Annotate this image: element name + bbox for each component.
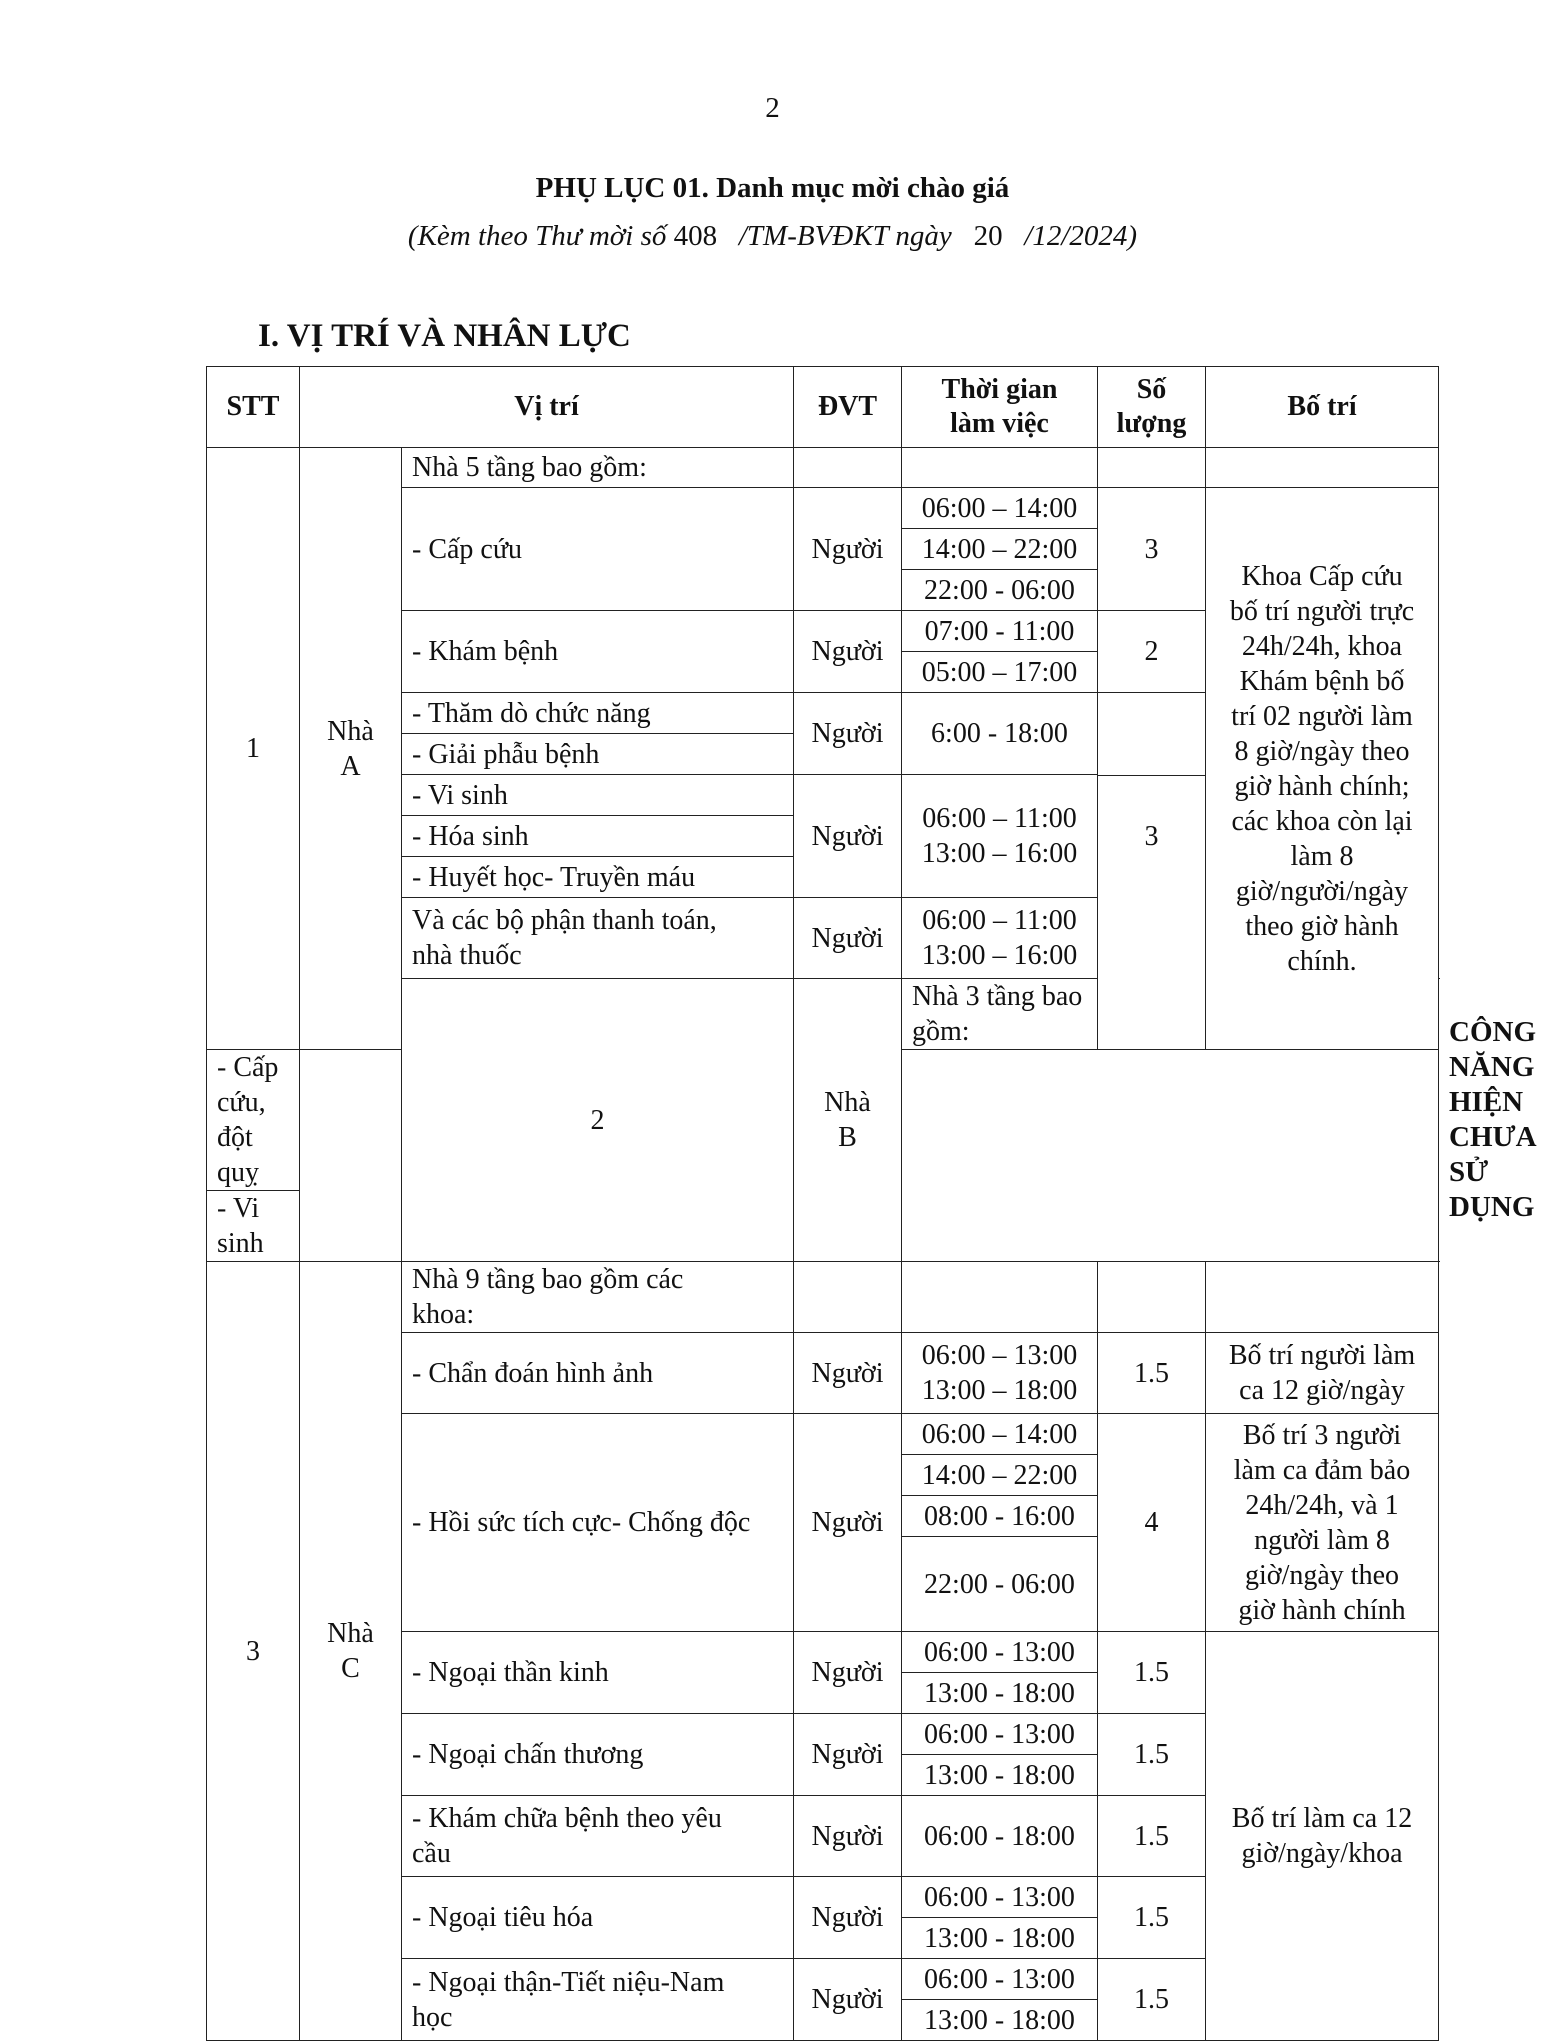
header-so-luong	[1098, 367, 1206, 448]
arrangement-line: bố trí người trực	[1229, 595, 1415, 627]
building-cell	[794, 979, 902, 1262]
time-line: 06:00 – 11:00	[922, 803, 1077, 834]
time-cell: 13:00 - 18:00	[902, 1918, 1098, 1959]
unit-cell: Người	[794, 1714, 902, 1796]
time-cell: 14:00 – 22:00	[902, 529, 1098, 570]
unit-cell: Người	[794, 1796, 902, 1877]
time-cell: 06:00 - 18:00	[902, 1796, 1098, 1877]
time-line: 13:00 – 16:00	[921, 838, 1078, 869]
building-cell	[300, 448, 402, 1050]
building-cell	[300, 1262, 402, 2041]
unit-cell: Người	[794, 1959, 902, 2041]
table-row: 2 Nhà B Nhà 3 tầng bao gồm: CÔNG NĂNG HIỆN CHƯA SỬ DỤNG	[207, 979, 1439, 1050]
unit-cell: Người	[794, 1414, 902, 1632]
time-line: 13:00 – 18:00	[921, 1375, 1078, 1406]
quantity-cell: 4	[1098, 1414, 1206, 1632]
arrangement-line: trí 02 người làm	[1231, 700, 1413, 732]
header-vi-tri: Vị trí	[300, 367, 794, 448]
empty-cell	[1098, 448, 1206, 488]
time-cell: 07:00 - 11:00	[902, 611, 1098, 652]
quantity-cell: 1.5	[1098, 1959, 1206, 2041]
arrangement-line: chính.	[1287, 945, 1357, 977]
unit-cell: Người	[794, 1333, 902, 1414]
position-name	[402, 898, 794, 979]
time-cell: 05:00 – 17:00	[902, 652, 1098, 693]
time-cell: 06:00 – 14:00	[902, 1414, 1098, 1455]
header-so-luong-line2: lượng	[1116, 408, 1187, 439]
empty-cell	[902, 1262, 1098, 1333]
position-name-line: nhà thuốc	[412, 940, 522, 971]
time-cell: 6:00 - 18:00	[902, 693, 1098, 775]
time-cell: 13:00 - 18:00	[902, 1673, 1098, 1714]
position-name: - Cấp cứu, đột quỵ	[207, 1050, 300, 1191]
quantity-value: 3	[1098, 775, 1205, 897]
time-cell: 06:00 - 13:00	[902, 1959, 1098, 2000]
position-name: - Ngoại thần kinh	[402, 1632, 794, 1714]
time-cell	[902, 1333, 1098, 1414]
time-cell	[902, 898, 1098, 979]
header-dvt: ĐVT	[794, 367, 902, 448]
position-name: - Ngoại tiêu hóa	[402, 1877, 794, 1959]
page-number: 2	[765, 92, 780, 124]
position-name: - Ngoại chấn thương	[402, 1714, 794, 1796]
time-cell: 13:00 - 18:00	[902, 1755, 1098, 1796]
position-name-line: cầu	[412, 1838, 451, 1869]
document-title: PHỤ LỤC 01. Danh mục mời chào giá	[535, 172, 1010, 204]
header-stt: STT	[207, 367, 300, 448]
time-cell	[902, 775, 1098, 898]
position-name-line: Và các bộ phận thanh toán,	[412, 905, 717, 936]
stt-cell: 2	[402, 979, 794, 1262]
arrangement-cell	[1206, 488, 1439, 1050]
arrangement-line: giờ hành chính;	[1234, 770, 1410, 802]
staffing-table	[206, 366, 1537, 2041]
table-row	[207, 448, 1439, 488]
arrangement-line: Khoa Cấp cứu	[1241, 560, 1403, 592]
time-cell: 06:00 - 13:00	[902, 1877, 1098, 1918]
empty-cell	[902, 448, 1098, 488]
position-name-line: - Khám chữa bệnh theo yêu	[412, 1803, 722, 1834]
subtitle-part2: /TM-BVĐKT ngày	[717, 220, 974, 252]
time-cell: 06:00 - 13:00	[902, 1632, 1098, 1673]
subtitle-part3: /12/2024)	[1002, 220, 1138, 252]
building-code: C	[341, 1653, 360, 1684]
arrangement-line: giờ/người/ngày	[1235, 875, 1409, 907]
quantity-cell: 2	[1098, 611, 1206, 693]
building-label: Nhà	[327, 715, 374, 747]
arrangement-line: 8 giờ/ngày theo	[1234, 735, 1410, 767]
arrangement-line: giờ/ngày theo	[1245, 1559, 1399, 1591]
position-name: - Khám bệnh	[402, 611, 794, 693]
arrangement-line: Bố trí người làm	[1228, 1340, 1416, 1371]
quantity-cell: 3	[1098, 488, 1206, 611]
unit-cell: Người	[794, 1632, 902, 1714]
position-name: - Vi sinh	[402, 775, 794, 816]
arrangement-cell	[1206, 1333, 1439, 1414]
position-name: - Hóa sinh	[402, 816, 794, 857]
position-intro: Nhà 3 tầng bao gồm:	[902, 979, 1098, 1050]
time-cell: 14:00 – 22:00	[902, 1455, 1098, 1496]
time-cell: 06:00 - 13:00	[902, 1714, 1098, 1755]
document-subtitle	[0, 220, 1545, 253]
table-row	[207, 1262, 1439, 1333]
position-name	[402, 1796, 794, 1877]
header-thoi-gian	[902, 367, 1098, 448]
header-so-luong-line1: Số	[1136, 374, 1167, 405]
arrangement-line: giờ/ngày/khoa	[1241, 1838, 1403, 1869]
header-thoi-gian-line2: làm việc	[950, 408, 1049, 439]
unit-cell: Người	[794, 488, 902, 611]
empty-cell	[1098, 1262, 1206, 1333]
position-intro	[402, 1262, 794, 1333]
empty-cell	[794, 1262, 902, 1333]
position-name: - Hồi sức tích cực- Chống độc	[402, 1414, 794, 1632]
position-name: - Huyết học- Truyền máu	[402, 857, 794, 898]
empty-cell	[1206, 1262, 1439, 1333]
time-cell: 06:00 – 14:00	[902, 488, 1098, 529]
arrangement-cell	[1206, 1414, 1439, 1632]
arrangement-line: Bố trí làm ca 12	[1231, 1803, 1413, 1834]
unit-cell: Người	[794, 898, 902, 979]
table-header-row	[207, 367, 1439, 448]
subtitle-part1: (Kèm theo Thư mời số	[407, 220, 674, 252]
building-label: Nhà	[824, 1087, 871, 1118]
header-thoi-gian-line1: Thời gian	[941, 374, 1058, 405]
letter-number: 408	[673, 220, 718, 252]
position-intro-line: Nhà 9 tầng bao gồm các	[412, 1264, 684, 1295]
arrangement-line: ca 12 giờ/ngày	[1239, 1375, 1405, 1406]
time-line: 06:00 – 11:00	[922, 905, 1077, 936]
quantity-cell	[1098, 693, 1206, 1050]
position-name-line: - Ngoại thận-Tiết niệu-Nam	[412, 1966, 725, 1998]
position-name: - Chẩn đoán hình ảnh	[402, 1333, 794, 1414]
building-code: B	[838, 1122, 857, 1153]
empty-cell	[1206, 448, 1439, 488]
time-cell: 22:00 - 06:00	[902, 570, 1098, 611]
time-cell: 22:00 - 06:00	[902, 1537, 1098, 1632]
position-name: - Giải phẫu bệnh	[402, 734, 794, 775]
arrangement-line: người làm 8	[1254, 1524, 1390, 1556]
time-cell: 13:00 - 18:00	[902, 2000, 1098, 2041]
quantity-cell: 1.5	[1098, 1632, 1206, 1714]
arrangement-line: Bố trí 3 người	[1242, 1419, 1402, 1451]
quantity-cell: 1.5	[1098, 1877, 1206, 1959]
building-label: Nhà	[327, 1618, 374, 1649]
letter-day: 20	[973, 220, 1003, 252]
arrangement-cell	[1206, 1632, 1439, 2041]
quantity-cell: 1.5	[1098, 1796, 1206, 1877]
arrangement-line: Khám bệnh bố	[1239, 665, 1405, 697]
section-heading: I. VỊ TRÍ VÀ NHÂN LỰC	[258, 318, 631, 354]
building-code: A	[340, 750, 361, 782]
stt-cell: 3	[207, 1262, 300, 2041]
quantity-cell: 1.5	[1098, 1714, 1206, 1796]
stt-cell: 1	[207, 448, 300, 1050]
position-name: - Cấp cứu	[402, 488, 794, 611]
time-cell: 08:00 - 16:00	[902, 1496, 1098, 1537]
empty-cell	[794, 448, 902, 488]
header-bo-tri: Bố trí	[1206, 367, 1439, 448]
arrangement-line: làm ca đảm bảo	[1233, 1454, 1411, 1486]
unit-cell: Người	[794, 775, 902, 898]
arrangement-line: theo giờ hành	[1245, 910, 1399, 942]
unit-cell: Người	[794, 611, 902, 693]
arrangement-line: giờ hành chính	[1238, 1594, 1406, 1626]
arrangement-line: 24h/24h, và 1	[1245, 1489, 1399, 1521]
arrangement-line: làm 8	[1290, 840, 1354, 872]
time-line: 06:00 – 13:00	[921, 1340, 1078, 1371]
unit-cell: Người	[794, 693, 902, 775]
arrangement-line: các khoa còn lại	[1231, 805, 1413, 837]
position-intro: Nhà 5 tầng bao gồm:	[402, 448, 794, 488]
quantity-cell: 1.5	[1098, 1333, 1206, 1414]
arrangement-line: 24h/24h, khoa	[1241, 630, 1403, 662]
position-intro-line: khoa:	[412, 1299, 475, 1330]
unit-cell: Người	[794, 1877, 902, 1959]
position-name: - Vi sinh	[207, 1191, 300, 1262]
time-line: 13:00 – 16:00	[921, 940, 1078, 971]
position-name: - Thăm dò chức năng	[402, 693, 794, 734]
position-name-line: học	[412, 2001, 453, 2033]
